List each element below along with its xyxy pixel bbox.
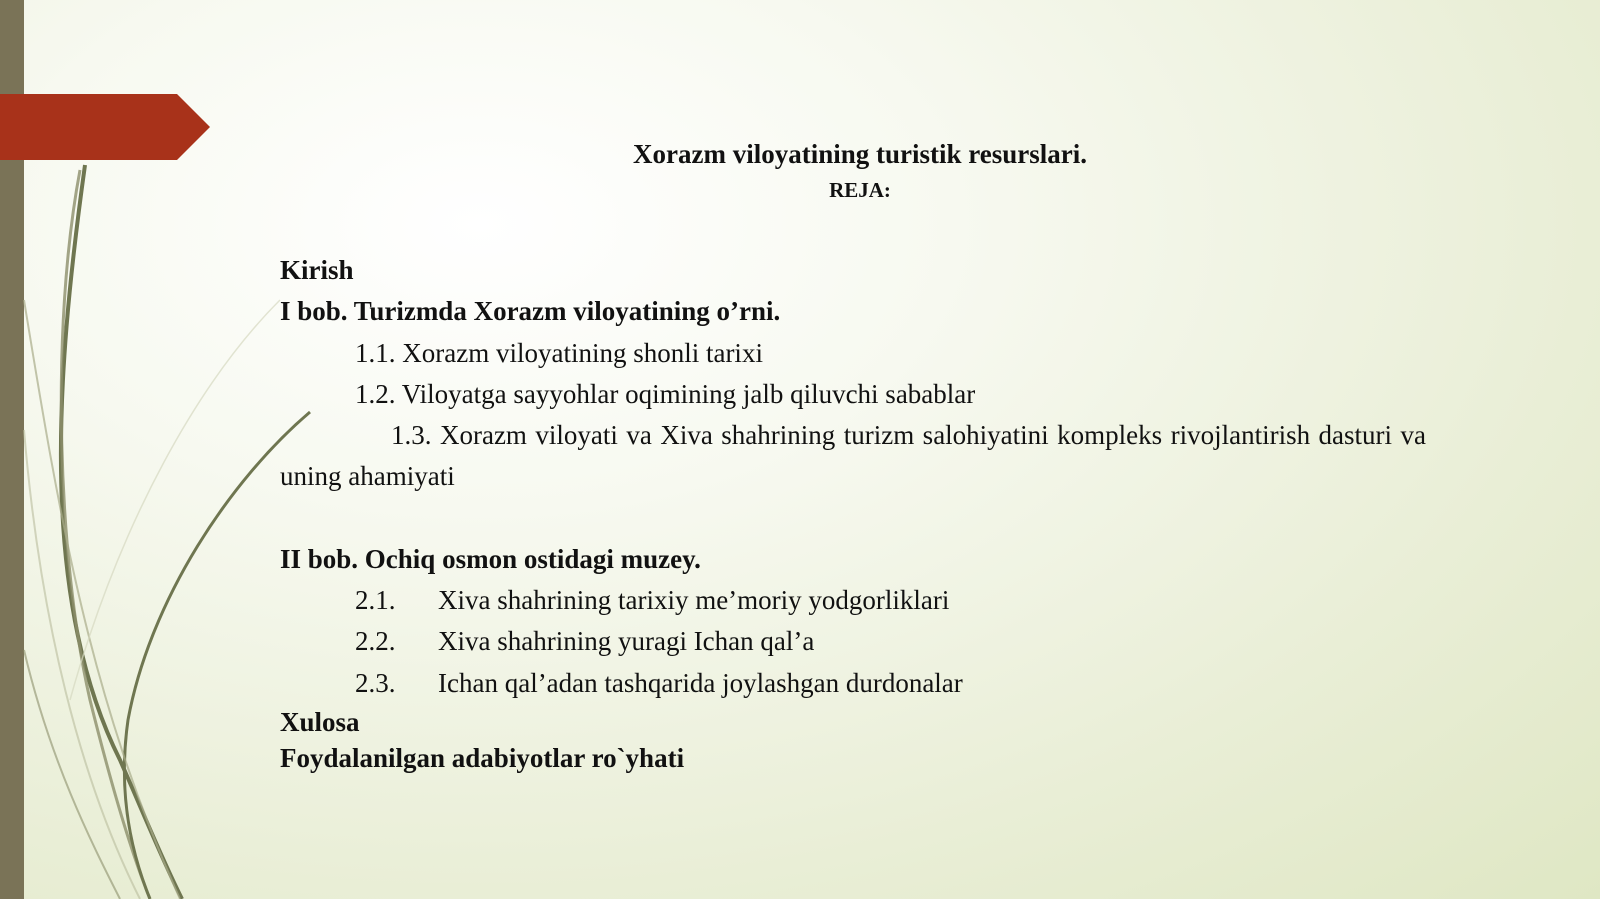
slide-title: Xorazm viloyatining turistik resurslari. — [633, 139, 1087, 169]
slide-subtitle: REJA: — [829, 178, 891, 202]
outline-references: Foydalanilgan adabiyotlar ro`yhati — [280, 742, 685, 773]
list-item: 1.2. Viloyatga sayyohlar oqimining jalb qiluvchi sabablar — [355, 378, 976, 409]
title-ribbon-decoration — [0, 0, 220, 200]
plan-outline — [280, 250, 1426, 776]
outline-intro: Kirish — [280, 255, 354, 285]
list-item-text: Xiva shahrining yuragi Ichan qal’a — [438, 626, 815, 657]
chapter-2-title: II bob. Ochiq osmon ostidagi muzey. — [280, 543, 701, 574]
list-item: 1.3. Xorazm viloyati va Xiva shahrining turizm salohiyatini kompleks rivojlantirish dasturi va uning ahamiyati — [280, 420, 1426, 492]
list-item: 1.1. Xorazm viloyatining shonli tarixi — [355, 337, 763, 368]
list-item-number: 2.2. — [355, 626, 396, 657]
list-item-text: Ichan qal’adan tashqarida joylashgan durdonalar — [438, 667, 963, 698]
list-item — [280, 621, 1426, 662]
chapter-1-title: I bob. Turizmda Xorazm viloyatining o’rni. — [280, 296, 781, 327]
list-item — [280, 580, 1426, 621]
list-item-text: Xiva shahrining tarixiy me’moriy yodgorliklari — [438, 585, 950, 616]
spacer — [280, 498, 1426, 539]
list-item-number: 2.3. — [355, 667, 396, 698]
list-item-number: 2.1. — [355, 585, 396, 616]
outline-conclusion: Xulosa — [280, 706, 360, 737]
list-item — [280, 663, 1426, 704]
